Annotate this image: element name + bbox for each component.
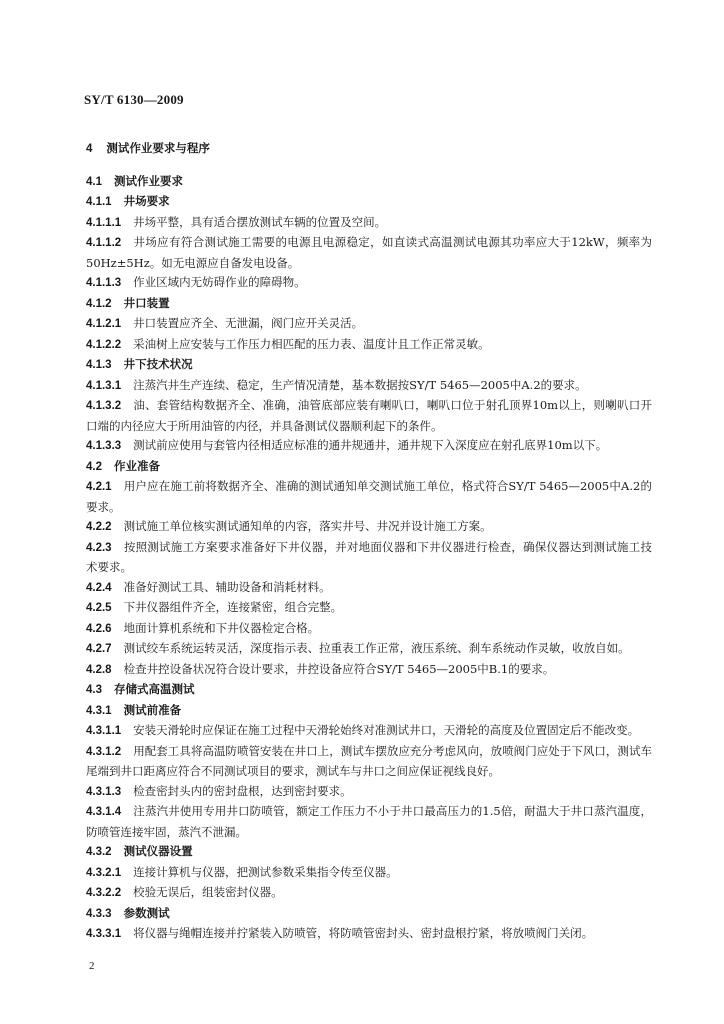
clause-number: 4.1 [86,175,102,188]
section-heading [86,457,652,478]
section-heading [86,680,652,701]
clause-number: 4.3.2.2 [86,887,122,899]
clause-title: 测试前准备 [123,702,182,717]
clause-text: 注蒸汽井使用专用井口防喷管，额定工作压力不小于井口最高压力的1.5倍，耐温大于井口蒸汽温度，防喷管连接牢固，蒸汽不泄漏。 [86,804,652,839]
clause-text: 采油树上应安装与工作压力相匹配的压力表、温度计且工作正常灵敏。 [133,336,490,351]
standard-code-header: SY/T 6130—2009 [84,92,184,107]
clause-number: 4.2 [86,460,102,473]
clause-number: 4.3.1.2 [86,745,122,758]
clause-number: 4.1.1.2 [86,237,122,249]
section-heading [86,355,652,376]
clause-paragraph [86,538,652,578]
clause-number: 4.1.1.3 [86,277,122,289]
section-heading [86,172,652,193]
section-heading [86,842,652,863]
clause-text: 校验无误后，组装密封仪器。 [133,885,283,899]
clause-text: 准备好测试工具、辅助设备和消耗材料。 [123,579,331,594]
clause-number: 4.3.2 [86,846,112,858]
clause-text: 用户应在施工前将数据齐全、准确的测试通知单交测试施工单位，格式符合SY/T 5465—2005中A.2的要求。 [86,479,652,514]
clause-text: 测试施工单位核实测试通知单的内容，落实井号、井况并设计施工方案。 [123,519,492,533]
document-body [86,139,652,945]
clause-paragraph [86,517,652,538]
clause-number: 4.2.4 [86,581,112,594]
clause-paragraph [86,924,652,945]
clause-paragraph [86,314,652,335]
clause-title: 测试作业要求与程序 [106,141,210,155]
clause-number: 4.2.5 [86,602,112,614]
clause-paragraph [86,335,652,356]
clause-number: 4.3.3 [86,907,112,920]
clause-title: 测试作业要求 [114,173,183,188]
section-gap [86,160,652,172]
clause-paragraph [86,213,652,234]
clause-paragraph [86,477,652,517]
clause-paragraph [86,619,652,640]
clause-text: 井口装置应齐全、无泄漏，阀门应开关灵活。 [133,316,364,330]
clause-paragraph [86,660,652,681]
clause-number: 4.2.3 [86,541,112,554]
clause-paragraph [86,782,652,803]
clause-paragraph [86,396,652,436]
clause-paragraph [86,863,652,884]
clause-title: 井口装置 [123,295,170,310]
clause-number: 4.1.3.1 [86,379,122,392]
clause-text: 下井仪器组件齐全，连接紧密，组合完整。 [123,600,343,614]
clause-number: 4.1.2.2 [86,338,122,351]
section-heading [86,139,652,160]
clause-number: 4 [86,143,93,155]
clause-text: 将仪器与绳帽连接并拧紧装入防喷管，将防喷管密封头、密封盘根拧紧，将放喷阀门关闭。 [133,926,594,940]
clause-title: 存储式高温测试 [114,682,195,696]
clause-number: 4.3.1.3 [86,785,122,798]
clause-number: 4.1.2.1 [86,318,122,330]
clause-number: 4.3.1.4 [86,806,122,818]
clause-number: 4.3.1.1 [86,725,122,737]
clause-text: 井场平整，具有适合摆放测试车辆的位置及空间。 [133,214,387,229]
section-heading [86,701,652,722]
clause-number: 4.3 [86,684,102,696]
clause-paragraph [86,376,652,397]
clause-paragraph [86,639,652,660]
clause-text: 检查井控设备状况符合设计要求，井控设备应符合SY/T 5465—2005中B.1的要求。 [123,661,555,676]
clause-text: 注蒸汽井生产连续、稳定，生产情况清楚，基本数据按SY/T 5465—2005中A.2的要求。 [133,377,587,392]
clause-text: 测试前应使用与套管内径相适应标准的通井规通井，通井规下入深度应在射孔底界10m以下。 [133,438,608,452]
clause-paragraph [86,578,652,599]
clause-number: 4.2.6 [86,622,112,635]
clause-paragraph [86,742,652,782]
clause-number: 4.1.1 [86,196,112,208]
section-heading [86,294,652,315]
clause-text: 地面计算机系统和下井仪器检定合格。 [123,620,320,635]
clause-number: 4.1.2 [86,297,112,310]
clause-number: 4.2.2 [86,521,112,533]
clause-paragraph [86,721,652,742]
clause-text: 按照测试施工方案要求准备好下井仪器，并对地面仪器和下井仪器进行检查，确保仪器达到测试施工技术要求。 [86,539,652,574]
clause-title: 测试仪器设置 [123,844,193,858]
clause-text: 检查密封头内的密封盘根，达到密封要求。 [133,783,352,798]
clause-title: 井下技术状况 [123,357,193,371]
clause-number: 4.3.1 [86,704,112,717]
clause-text: 作业区域内无妨碍作业的障碍物。 [133,275,306,289]
clause-paragraph [86,598,652,619]
clause-number: 4.1.3.2 [86,400,122,412]
clause-paragraph [86,883,652,904]
clause-text: 测试绞车系统运转灵活，深度指示表、拉重表工作正常，液压系统、刹车系统动作灵敏，收放自如。 [123,641,630,655]
clause-paragraph [86,233,652,273]
page-number: 2 [89,960,95,972]
clause-title: 井场要求 [123,194,170,208]
clause-title: 参数测试 [123,905,170,920]
clause-title: 作业准备 [114,458,160,473]
clause-number: 4.2.8 [86,663,112,676]
clause-text: 井场应有符合测试施工需要的电源且电源稳定，如直读式高温测试电源其功率应大于12kW，频率为50Hz±5Hz。如无电源应自备发电设备。 [86,235,652,270]
clause-number: 4.3.2.1 [86,866,122,879]
clause-paragraph [86,273,652,294]
clause-number: 4.1.3 [86,359,112,371]
clause-text: 油、套管结构数据齐全、准确，油管底部应装有喇叭口，喇叭口位于射孔顶界10m以上，则喇叭口开口端的内径应大于所用油管的内径，并具备测试仪器顺利起下的条件。 [86,398,652,433]
clause-text: 安装天滑轮时应保证在施工过程中天滑轮始终对准测试井口，天滑轮的高度及位置固定后不能改变。 [133,723,640,737]
clause-text: 连接计算机与仪器，把测试参数采集指令传至仪器。 [133,864,398,879]
section-heading [86,904,652,925]
clause-number: 4.1.3.3 [86,440,122,452]
clause-paragraph [86,802,652,842]
clause-number: 4.3.3.1 [86,928,122,940]
section-heading [86,192,652,213]
clause-number: 4.1.1.1 [86,216,122,229]
clause-number: 4.2.7 [86,643,112,655]
clause-paragraph [86,436,652,457]
clause-text: 用配套工具将高温防喷管安装在井口上，测试车摆放应充分考虑风向，放喷阀门应处于下风口，测试车尾端到井口距离应符合不同测试项目的要求，测试车与井口之间应保证视线良好。 [86,743,652,778]
clause-number: 4.2.1 [86,481,112,493]
